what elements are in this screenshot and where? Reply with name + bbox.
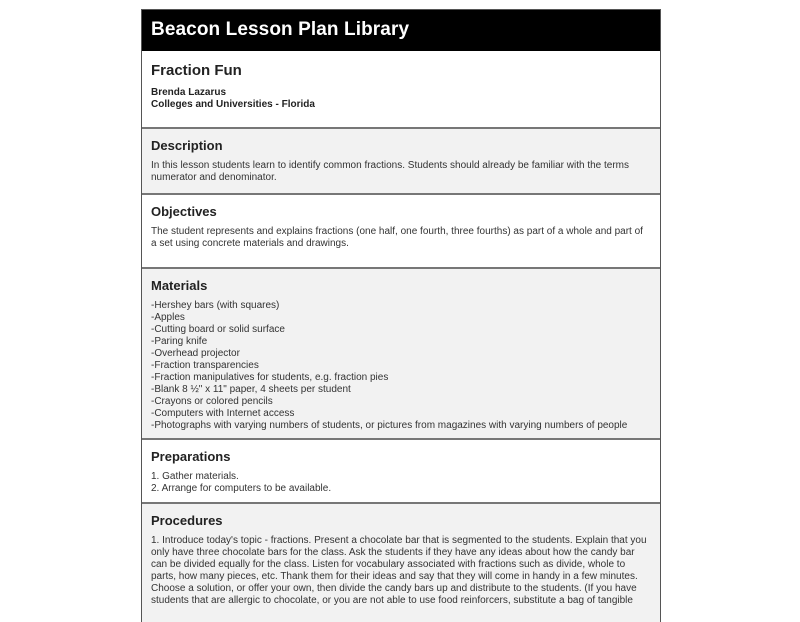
procedures-section <box>142 502 660 622</box>
materials-item: -Crayons or colored pencils <box>151 396 273 407</box>
procedures-heading: Procedures <box>151 513 223 528</box>
materials-item: -Blank 8 ½" x 11" paper, 4 sheets per student <box>151 384 351 395</box>
materials-item: -Apples <box>151 312 185 323</box>
site-title: Beacon Lesson Plan Library <box>151 19 410 40</box>
preparations-item: 2. Arrange for computers to be available. <box>151 483 332 494</box>
lesson-title: Fraction Fun <box>151 62 242 79</box>
preparations-list <box>151 471 651 495</box>
lesson-affiliation: Colleges and Universities - Florida <box>151 99 315 110</box>
objectives-heading: Objectives <box>151 204 217 219</box>
preparations-section <box>142 438 660 502</box>
objectives-section <box>142 193 660 267</box>
materials-item: -Overhead projector <box>151 348 240 359</box>
preparations-heading: Preparations <box>151 449 231 464</box>
lesson-header-section <box>142 51 660 127</box>
description-section <box>142 127 660 193</box>
objectives-text: The student represents and explains fractions (one half, one fourth, three fourths) as part of a whole and part of a set using concrete materials and drawings. <box>151 226 643 249</box>
materials-item: -Fraction manipulatives for students, e.g. fraction pies <box>151 372 389 383</box>
materials-heading: Materials <box>151 278 208 293</box>
materials-section <box>142 267 660 438</box>
materials-list <box>151 300 651 432</box>
procedures-text: 1. Introduce today's topic - fractions. Present a chocolate bar that is segmented to the students. Explain that you only have three chocolate bars for the class. Ask the students if they have any ideas about how the candy bar can be divided equally for the class. Listen for vocabulary associated with fractions such as divide, whole to parts, how many pieces, etc. Thank them for their ideas and say that they will come in handy in a few minutes. Choose a solution, or offer your own, then divide the candy bars up and distribute to the students. (If you have students that are allergic to chocolate, or you are not able to use food reinforcers, substitute a bag of tangible <box>151 535 647 606</box>
materials-item: -Hershey bars (with squares) <box>151 300 280 311</box>
materials-item: -Paring knife <box>151 336 208 347</box>
materials-item: -Computers with Internet access <box>151 408 295 419</box>
description-heading: Description <box>151 138 223 153</box>
materials-item: -Photographs with varying numbers of students, or pictures from magazines with varying numbers of people <box>151 420 628 431</box>
site-banner <box>142 10 660 51</box>
materials-item: -Fraction transparencies <box>151 360 259 371</box>
preparations-item: 1. Gather materials. <box>151 471 239 482</box>
materials-item: -Cutting board or solid surface <box>151 324 285 335</box>
description-text: In this lesson students learn to identify common fractions. Students should already be familiar with the terms numerator and denominator. <box>151 160 630 183</box>
lesson-author: Brenda Lazarus <box>151 87 227 98</box>
lesson-plan-page <box>141 9 661 622</box>
